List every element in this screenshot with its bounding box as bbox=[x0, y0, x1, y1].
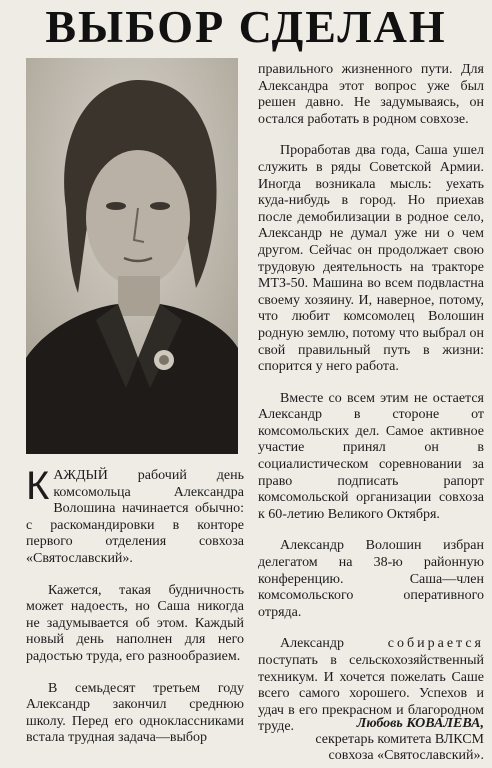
left-column bbox=[26, 464, 244, 762]
paragraph-6: Вместе со всем этим не остается Александр в стороне от комсомольских дел. Самое активное участие принял он в социалистическом соревновании за право подписать рапорт комсомольской организации совхоза к 60-летию Великого Октября. bbox=[258, 390, 484, 522]
drop-cap: К bbox=[26, 464, 50, 508]
author-organization: совхоза «Святославский». bbox=[328, 748, 484, 763]
paragraph-3: В семьдесят третьем году Александр закончил среднюю школу. Перед его одноклассниками встала трудная задача—выбор bbox=[26, 680, 244, 746]
paragraph-4: правильного жизненного пути. Для Александра этот вопрос уже был решен давно. Не задумываясь, он остался работать в родном совхозе. bbox=[258, 62, 484, 127]
paragraph-8-start: Александр bbox=[280, 636, 388, 652]
author-name: Любовь КОВАЛЕВА, bbox=[356, 716, 484, 731]
paragraph-8-end: поступать в сельскохозяйственный техникум. И хочется пожелать Саше всего самого хорошего. Успехов и удач в его прекрасном и благородном труде. bbox=[258, 653, 484, 735]
paragraph-1 bbox=[26, 464, 244, 568]
paragraph-5: Проработав два года, Саша ушел служить в ряды Советской Армии. Иногда возникала мысль: уехать куда-нибудь в город. Но приехав после демобилизации в родное село, Александр не думал уже ни о чем другом. Сейчас он продолжает свою трудовую деятельность на тракторе МТЗ-50. Машина во всем подвластна своему хозяину. И, наверное, потому, что любит комсомолец Волошин родную землю, потому что выбрал он свой правильный путь в жизни: спорится у него работа. bbox=[258, 143, 484, 375]
headline: ВЫБОР СДЕЛАН bbox=[45, 1, 447, 52]
author-signature bbox=[270, 716, 484, 764]
right-column bbox=[258, 62, 484, 751]
author-position: секретарь комитета ВЛКСМ bbox=[315, 732, 484, 747]
spaced-word: собирается bbox=[387, 636, 484, 652]
portrait-photo bbox=[26, 58, 238, 454]
portrait-illustration bbox=[26, 58, 238, 454]
paragraph-1-text: АЖДЫЙ рабочий день комсомольца Александра Волошина начинается обычно: с раскомандировки в конторе первого отделения совхоза «Святославский». bbox=[26, 468, 244, 566]
paragraph-2: Кажется, такая будничность может надоесть, но Саша никогда не задумывается об этом. Каждый новый день наполнен для него радостью труда, его разнообразием. bbox=[26, 582, 244, 664]
paragraph-7: Александр Волошин избран делегатом на 38-ю районную конференцию. Саша—член комсомольского оперативного отряда. bbox=[258, 538, 484, 620]
